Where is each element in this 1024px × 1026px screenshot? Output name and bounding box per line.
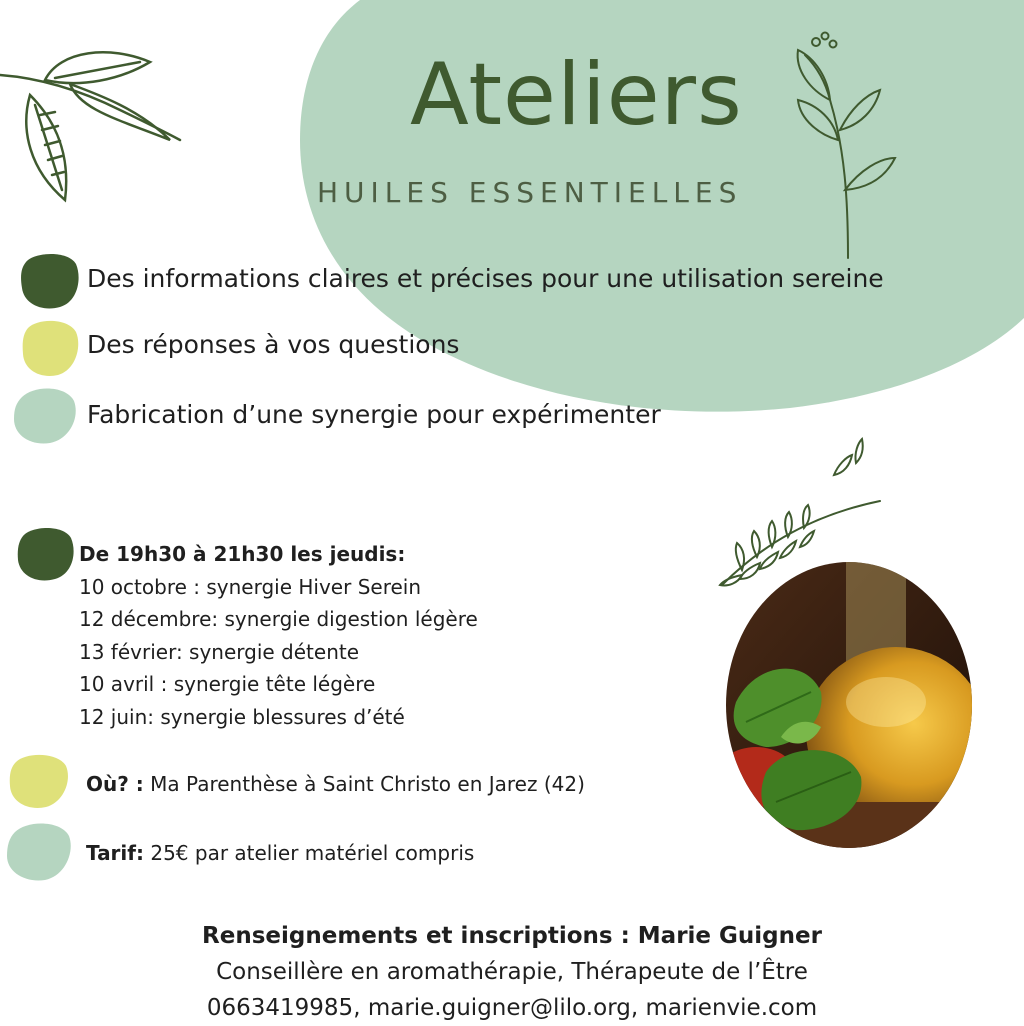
mint-dot-icon (12, 385, 78, 445)
contact-details: 0663419985, marie.guigner@lilo.org, marienvie.com (206, 995, 818, 1021)
schedule-date: 10 avril : synergie tête légère (79, 672, 376, 696)
contact-role: Conseillère en aromathérapie, Thérapeute de l’Être (216, 959, 808, 985)
leaf-branch-icon (0, 40, 190, 210)
contact-heading: Renseignements et inscriptions : Marie Guigner (202, 923, 822, 949)
location-label: Où? : (86, 772, 144, 796)
schedule-block (79, 538, 478, 733)
contact-footer (0, 918, 1024, 1026)
mint-dot-icon (5, 820, 73, 882)
schedule-date: 12 décembre: synergie digestion légère (79, 607, 478, 631)
schedule-date: 13 février: synergie détente (79, 639, 360, 664)
benefit-item-2: Des réponses à vos questions (87, 330, 460, 359)
schedule-dot-icon (17, 526, 75, 582)
dark-green-dot-icon (20, 252, 80, 310)
location-value: Ma Parenthèse à Saint Christo en Jarez (42) (150, 772, 585, 796)
yellow-dot-icon (20, 318, 80, 378)
sprig-icon (790, 30, 900, 260)
price-label: Tarif: (86, 841, 144, 865)
schedule-date: 12 juin: synergie blessures d’été (79, 704, 405, 729)
schedule-date: 10 octobre : synergie Hiver Serein (79, 574, 422, 599)
location-line (86, 772, 585, 796)
yellow-dot-icon (8, 752, 70, 810)
benefit-item-1: Des informations claires et précises pour une utilisation sereine (87, 264, 884, 293)
benefit-item-3: Fabrication d’une synergie pour expérimenter (87, 400, 661, 429)
price-line (86, 841, 474, 865)
oil-bottle-photo (726, 562, 972, 848)
price-value: 25€ par atelier matériel compris (150, 841, 475, 865)
page-title: Ateliers (410, 45, 743, 145)
schedule-heading: De 19h30 à 21h30 les jeudis: (79, 542, 406, 566)
page-subtitle: HUILES ESSENTIELLES (317, 176, 743, 209)
